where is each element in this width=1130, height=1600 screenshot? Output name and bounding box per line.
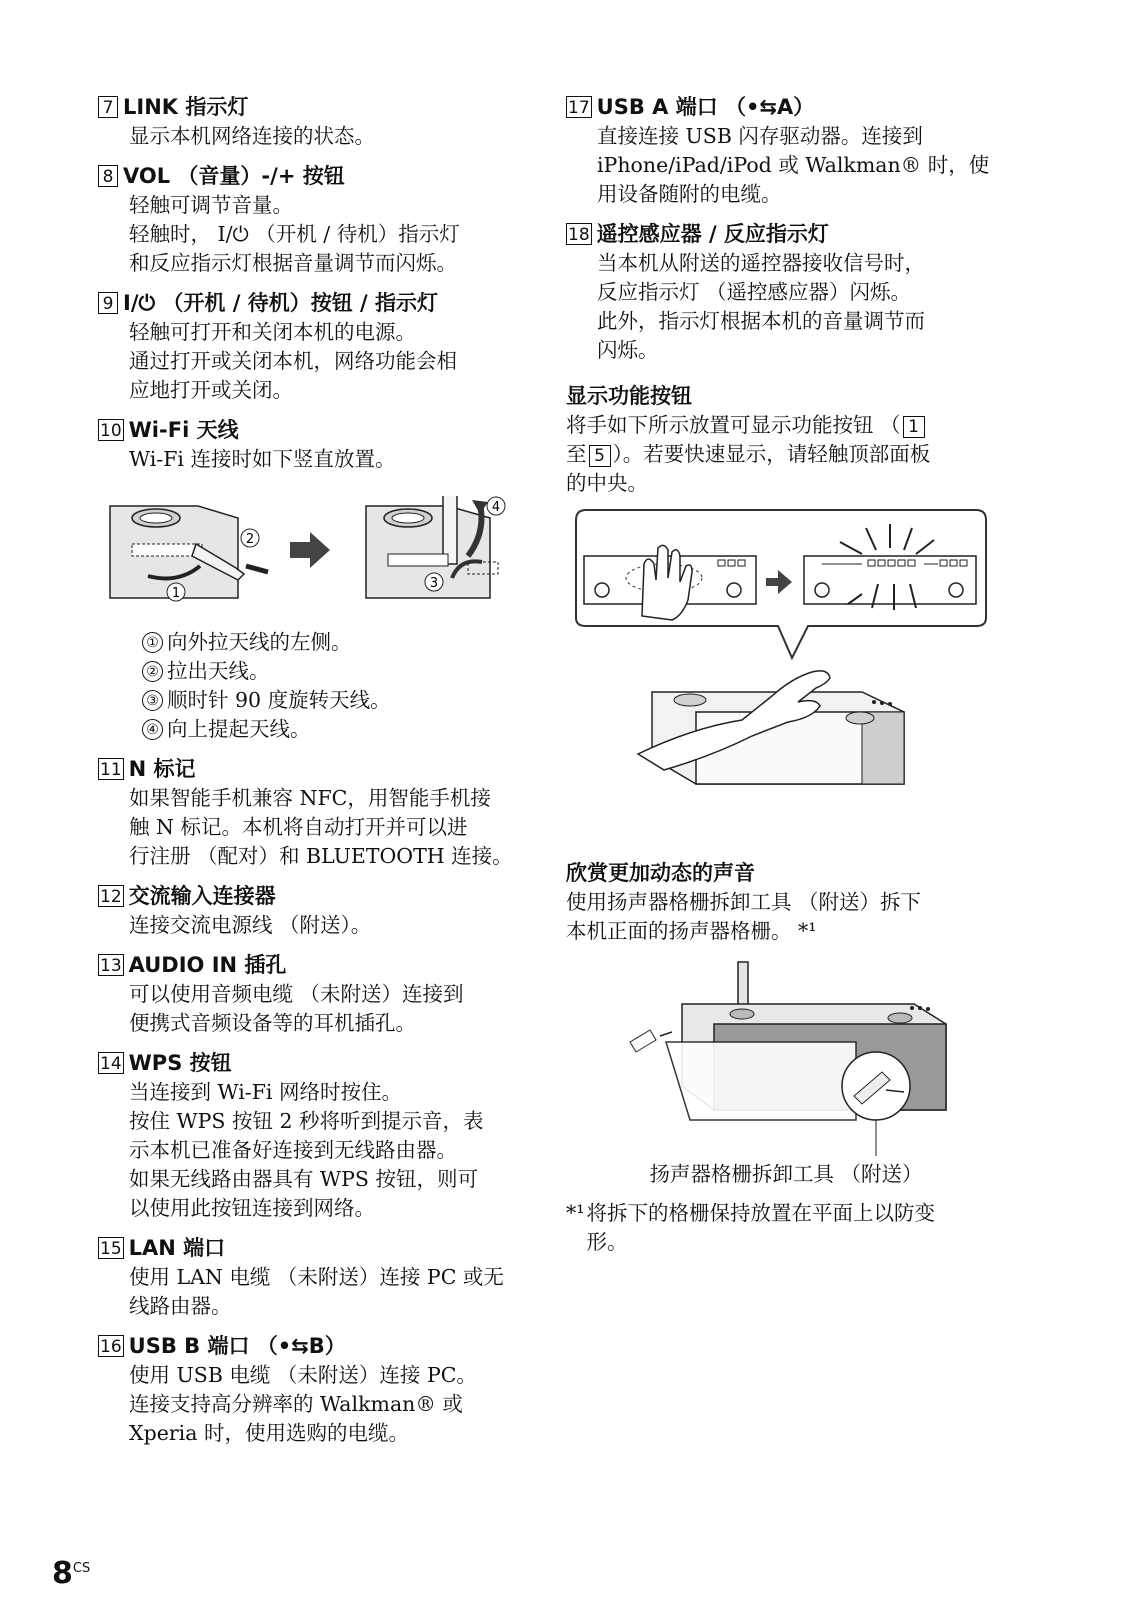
item-number-box: 18	[568, 225, 590, 245]
section-heading: 显示功能按钮	[566, 384, 692, 408]
touch-panel-illustration	[572, 508, 1006, 818]
item-text-line: iPhone/iPad/iPod 或 Walkman® 时，使	[597, 153, 990, 177]
numbered-item	[98, 1048, 538, 1223]
item-number-box: 15	[100, 1239, 122, 1259]
item-text-line: 通过打开或关闭本机，网络功能会相	[129, 349, 457, 373]
button-ref-box: 5	[589, 445, 611, 467]
paragraph-line: 使用扬声器格栅拆卸工具 （附送）拆下	[566, 890, 922, 914]
item-text-line: 使用 USB 电缆 （未附送）连接 PC。	[129, 1363, 477, 1387]
item-text-line: 使用 LAN 电缆 （未附送）连接 PC 或无	[129, 1265, 504, 1289]
item-text-line: 轻触可调节音量。	[129, 193, 293, 217]
item-text-line: 连接支持高分辨率的 Walkman® 或	[129, 1392, 463, 1416]
display-section	[566, 381, 1006, 498]
item-heading	[98, 950, 538, 980]
item-text-line: Wi-Fi 连接时如下竖直放置。	[129, 447, 396, 471]
item-text-line: 用设备随附的电缆。	[597, 182, 782, 206]
item-text-line: 应地打开或关闭。	[129, 378, 293, 402]
item-number-box: 11	[100, 760, 122, 780]
item-title: Wi-Fi 天线	[128, 418, 239, 442]
item-number-box: 7	[98, 96, 118, 118]
item-heading	[98, 754, 538, 784]
item-heading	[566, 219, 1006, 249]
item-text-line: 可以使用音频电缆 （未附送）连接到	[129, 982, 464, 1006]
grille-illustration	[610, 960, 1006, 1160]
item-text-line: 触 N 标记。本机将自动打开并可以进	[129, 815, 468, 839]
item-text-line: 连接交流电源线 （附送）。	[129, 913, 372, 937]
item-text-line: 行注册 （配对）和 BLUETOOTH 连接。	[129, 844, 513, 868]
item-heading	[98, 288, 538, 318]
button-ref-box: 1	[903, 416, 925, 438]
item-text-line: 和反应指示灯根据音量调节而闪烁。	[129, 251, 457, 275]
antenna-step: ① 向外拉天线的左侧。	[142, 628, 538, 657]
footnote	[566, 1199, 1006, 1257]
item-heading	[98, 161, 538, 191]
svg-text:1: 1	[171, 586, 181, 601]
numbered-item	[566, 92, 1006, 209]
sound-section	[566, 858, 1006, 946]
item-number-box: 12	[100, 887, 122, 907]
numbered-item	[98, 415, 538, 474]
item-text-line: 轻触可打开和关闭本机的电源。	[129, 320, 416, 344]
item-text-line: 按住 WPS 按钮 2 秒将听到提示音，表	[129, 1109, 484, 1133]
paragraph-line: 本机正面的扬声器格栅。 *¹	[566, 919, 817, 943]
item-text-line: 当连接到 Wi-Fi 网络时按住。	[129, 1080, 403, 1104]
antenna-steps	[98, 628, 538, 744]
item-number-box: 16	[100, 1337, 122, 1357]
item-text-line: 当本机从附送的遥控器接收信号时，	[597, 251, 925, 275]
item-text-line: 如果无线路由器具有 WPS 按钮，则可	[129, 1167, 478, 1191]
item-heading	[98, 92, 538, 122]
item-heading	[566, 92, 1006, 122]
item-number-box: 17	[568, 98, 590, 118]
numbered-item	[98, 1233, 538, 1321]
item-number-box: 8	[98, 165, 118, 187]
footnote-line: 将拆下的格栅保持放置在平面上以防变	[586, 1201, 935, 1225]
item-text-line: 闪烁。	[597, 338, 659, 362]
page-number: $8^{CS}$	[52, 1556, 91, 1591]
item-text-line: 如果智能手机兼容 NFC，用智能手机接	[129, 786, 491, 810]
item-number-box: 9	[98, 292, 118, 314]
item-text-line: 示本机已准备好连接到无线路由器。	[129, 1138, 457, 1162]
numbered-item	[98, 881, 538, 940]
antenna-step: ③ 顺时针 90 度旋转天线。	[142, 686, 538, 715]
numbered-item	[566, 219, 1006, 365]
paragraph-line: 的中央。	[566, 471, 648, 495]
numbered-item	[98, 92, 538, 151]
item-title: AUDIO IN 插孔	[128, 953, 287, 977]
left-column	[98, 92, 538, 1458]
item-title: I/⏻ （开机 / 待机）按钮 / 指示灯	[123, 291, 438, 315]
item-heading	[98, 881, 538, 911]
item-text-line: 反应指示灯 （遥控感应器）闪烁。	[597, 280, 912, 304]
numbered-item	[98, 161, 538, 278]
numbered-item	[98, 288, 538, 405]
item-title: USB A 端口 （•⇆A）	[596, 95, 815, 119]
antenna-step: ② 拉出天线。	[142, 657, 538, 686]
item-text-line: 直接连接 USB 闪存驱动器。连接到	[597, 124, 923, 148]
item-title: USB B 端口 （•⇆B）	[128, 1334, 346, 1358]
item-text-line: 以使用此按钮连接到网络。	[129, 1196, 375, 1220]
svg-text:4: 4	[491, 500, 501, 515]
item-text-line: 便携式音频设备等的耳机插孔。	[129, 1011, 416, 1035]
paragraph-line: 将手如下所示放置可显示功能按钮 （ 1	[566, 411, 1006, 440]
item-title: VOL （音量）-/+ 按钮	[123, 164, 345, 188]
item-text-line: 显示本机网络连接的状态。	[129, 124, 375, 148]
svg-text:2: 2	[245, 532, 255, 547]
item-text-line: 轻触时， I/⏻ （开机 / 待机）指示灯	[129, 222, 460, 246]
item-heading	[98, 415, 538, 445]
item-title: LAN 端口	[128, 1236, 226, 1260]
item-title: WPS 按钮	[128, 1051, 232, 1075]
item-heading	[98, 1048, 538, 1078]
footnote-line: 形。	[586, 1230, 628, 1254]
footnote-mark: *¹	[566, 1201, 585, 1225]
item-number-box: 10	[100, 421, 122, 441]
right-column	[566, 92, 1006, 1257]
antenna-step: ④ 向上提起天线。	[142, 715, 538, 744]
item-title: 交流输入连接器	[128, 884, 276, 908]
svg-text:3: 3	[429, 576, 439, 591]
item-title: 遥控感应器 / 反应指示灯	[596, 222, 829, 246]
grille-tool-caption: 扬声器格栅拆卸工具 （附送）	[649, 1162, 923, 1186]
item-heading	[98, 1233, 538, 1263]
item-title: LINK 指示灯	[123, 95, 249, 119]
item-text-line: Xperia 时，使用选购的电缆。	[129, 1421, 409, 1445]
section-heading: 欣赏更加动态的声音	[566, 861, 755, 885]
numbered-item	[98, 754, 538, 871]
antenna-illustration	[108, 496, 538, 614]
paragraph-line: 至 5 ）。若要快速显示，请轻触顶部面板	[566, 442, 931, 466]
numbered-item	[98, 950, 538, 1038]
item-number-box: 13	[100, 956, 122, 976]
item-title: N 标记	[128, 757, 196, 781]
numbered-item	[98, 1331, 538, 1448]
item-text-line: 线路由器。	[129, 1294, 232, 1318]
item-number-box: 14	[100, 1054, 122, 1074]
item-heading	[98, 1331, 538, 1361]
item-text-line: 此外，指示灯根据本机的音量调节而	[597, 309, 925, 333]
